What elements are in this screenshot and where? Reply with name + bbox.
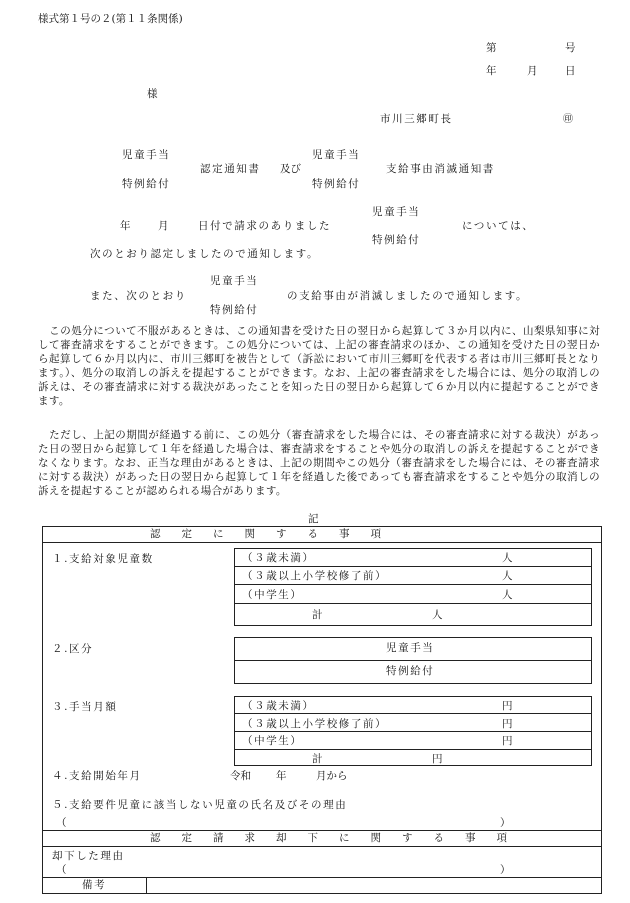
title-jido-teate: 児童手当	[122, 149, 171, 161]
title-jido-teate-2: 児童手当	[312, 149, 361, 161]
item4-month-from: 月から	[316, 770, 348, 782]
item1-row-label: （３歳以上小学校修了前）	[242, 570, 388, 582]
appeal-notice-paragraph-2: ただし、上記の期間が経過する前に、この処分（審査請求をした場合には、その審査請求に対する裁決）があった日の翌日から起算して１年を経過した場合は、審査請求をすることや処分の取消しの訴えを提起することができなくなります。なお、正当な理由があるときは、上記の期間やこの処分（審査請求をした場合には、その審査請求に対する裁決）があった日の翌日から起算して１年を経過した後であっても審査請求をすることや処分の取消しの訴えを提起することが認められる場合があります。	[38, 429, 600, 497]
mata-tokurei-kyufu: 特例給付	[210, 304, 259, 316]
intro-nitsuite: については、	[462, 220, 535, 232]
title-tokurei-kyufu: 特例給付	[122, 178, 171, 190]
item1-row-label: （中学生）	[242, 589, 303, 601]
intro-tokurei-kyufu: 特例給付	[372, 234, 421, 246]
item5-close-paren: ）	[500, 817, 511, 829]
date-month: 月	[527, 65, 538, 77]
mata-text: また、次のとおり	[90, 290, 187, 302]
title-shometsu-tsuchisho: 支給事由消滅通知書	[386, 163, 495, 175]
item2-label: ２.区分	[52, 643, 94, 655]
divider	[234, 749, 592, 750]
biko-label: 備考	[82, 879, 107, 891]
reject-close-paren: ）	[500, 864, 511, 876]
reject-reason-label: 却下した理由	[52, 850, 125, 862]
divider	[234, 660, 592, 661]
item1-total-unit: 人	[432, 609, 443, 621]
item3-total-unit: 円	[432, 753, 443, 765]
item3-row-unit: 円	[502, 718, 513, 730]
item3-row-label: （３歳未満）	[242, 700, 315, 712]
item3-total-label: 計	[312, 753, 323, 765]
title-nintei-tsuchisho: 認定通知書	[200, 163, 261, 175]
issuer-name: 市川三郷町長	[380, 113, 453, 125]
mata-jido-teate: 児童手当	[210, 275, 259, 287]
item2-option-tokurei-kyufu: 特例給付	[386, 665, 435, 677]
item4-label: ４.支給開始年月	[52, 770, 142, 782]
reject-open-paren: （	[56, 864, 67, 876]
divider	[42, 542, 602, 543]
item1-total-label: 計	[312, 609, 323, 621]
item3-row-unit: 円	[502, 700, 513, 712]
section-kyakka-title: 認定請求却下に関する事項	[150, 832, 528, 844]
form-number: 様式第１号の２(第１１条関係)	[38, 13, 183, 25]
intro-hizuke: 日付で請求のありました	[198, 220, 332, 232]
date-day: 日	[565, 65, 576, 77]
mata-shometsu-text: の支給事由が消滅しましたので通知します。	[287, 290, 529, 302]
item1-row-unit: 人	[502, 589, 513, 601]
item3-label: ３.手当月額	[52, 701, 118, 713]
divider	[234, 731, 592, 732]
item3-row-label: （３歳以上小学校修了前）	[242, 718, 388, 730]
intro-month: 月	[158, 220, 169, 232]
divider	[234, 603, 592, 604]
date-year: 年	[486, 65, 497, 77]
intro-line2: 次のとおり認定しましたので通知します。	[90, 248, 320, 260]
item5-open-paren: （	[56, 817, 67, 829]
ki-heading: 記	[308, 513, 319, 525]
title-oyobi: 及び	[280, 163, 301, 175]
addressee-sama: 様	[147, 88, 158, 100]
item1-row-unit: 人	[502, 570, 513, 582]
item1-label: １.支給対象児童数	[52, 553, 154, 565]
appeal-notice-paragraph-1: この処分について不服があるときは、この通知書を受けた日の翌日から起算して３か月以内に、山梨県知事に対して審査請求をすることができます。この処分については、上記の審査請求のほか、この通知を受けた日の翌日から起算して６か月以内に、市川三郷町を被告として（訴訟において市川三郷町を代表する者は市川三郷町長となります。）、処分の取消しの訴えを提起することができます。なお、上記の審査請求をした場合には、処分の取消しの訴えは、その審査請求に対する裁決があったことを知った日の翌日から起算して６か月以内に提起することができます。	[38, 325, 600, 407]
item1-row-unit: 人	[502, 552, 513, 564]
seal-mark: ㊞	[563, 114, 573, 125]
item4-era: 令和	[230, 770, 251, 782]
item1-row-label: （３歳未満）	[242, 552, 315, 564]
item2-option-jido-teate: 児童手当	[386, 642, 435, 654]
title-tokurei-kyufu-2: 特例給付	[312, 178, 361, 190]
intro-year: 年	[120, 220, 131, 232]
item5-label: ５.支給要件児童に該当しない児童の氏名及びその理由	[52, 799, 348, 811]
divider	[42, 830, 602, 831]
intro-jido-teate: 児童手当	[372, 206, 421, 218]
doc-number-dai: 第	[486, 42, 497, 54]
divider	[234, 713, 592, 714]
doc-number-go: 号	[565, 42, 576, 54]
divider	[146, 877, 147, 894]
item3-row-unit: 円	[502, 735, 513, 747]
divider	[234, 584, 592, 585]
section-nintei-title: 認定に関する事項	[150, 528, 402, 540]
item3-row-label: （中学生）	[242, 735, 303, 747]
divider	[42, 877, 602, 878]
item4-year: 年	[276, 770, 287, 782]
divider	[234, 566, 592, 567]
divider	[42, 846, 602, 847]
